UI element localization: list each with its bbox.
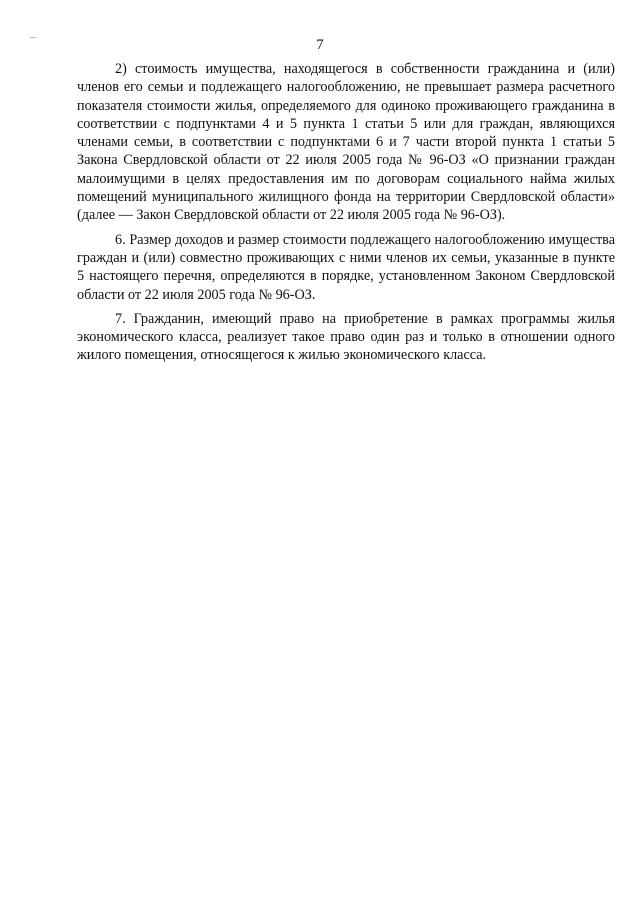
paragraph-property-value: 2) стоимость имущества, находящегося в собственности гражданина и (или) членов его семьи и подлежащего налогообложению, не превышает размера расчетного показателя стоимости жилья, определяемого для одиноко проживающего гражданина в соответствии с подпунктами 4 и 5 пункта 1 статьи 5 или для граждан, являющихся членами семьи, в соответствии с подпунктами 6 и 7 части второй пункта 1 статьи 5 Закона Свердловской области от 22 июля 2005 года № 96-ОЗ «О признании граждан малоимущими в целях предоставления им по договорам социального найма жилых помещений муниципального жилищного фонда на территории Свердловской области» (далее — Закон Свердловской области от 22 июля 2005 года № 96-ОЗ). bbox=[77, 61, 615, 224]
page-number: 7 bbox=[316, 37, 324, 53]
document-body bbox=[77, 60, 615, 371]
paragraph-one-time-right: 7. Гражданин, имеющий право на приобретение в рамках программы жилья экономического класса, реализует такое право один раз и только в отношении одного жилого помещения, относящегося к жилью экономического класса. bbox=[77, 310, 615, 364]
paragraph-income-calculation: 6. Размер доходов и размер стоимости подлежащего налогообложению имущества граждан и (или) совместно проживающих с ними членов их семьи, указанные в пункте 5 настоящего перечня, определяются в порядке, установленном Законом Свердловской области от 22 июля 2005 года № 96-ОЗ. bbox=[77, 231, 615, 303]
